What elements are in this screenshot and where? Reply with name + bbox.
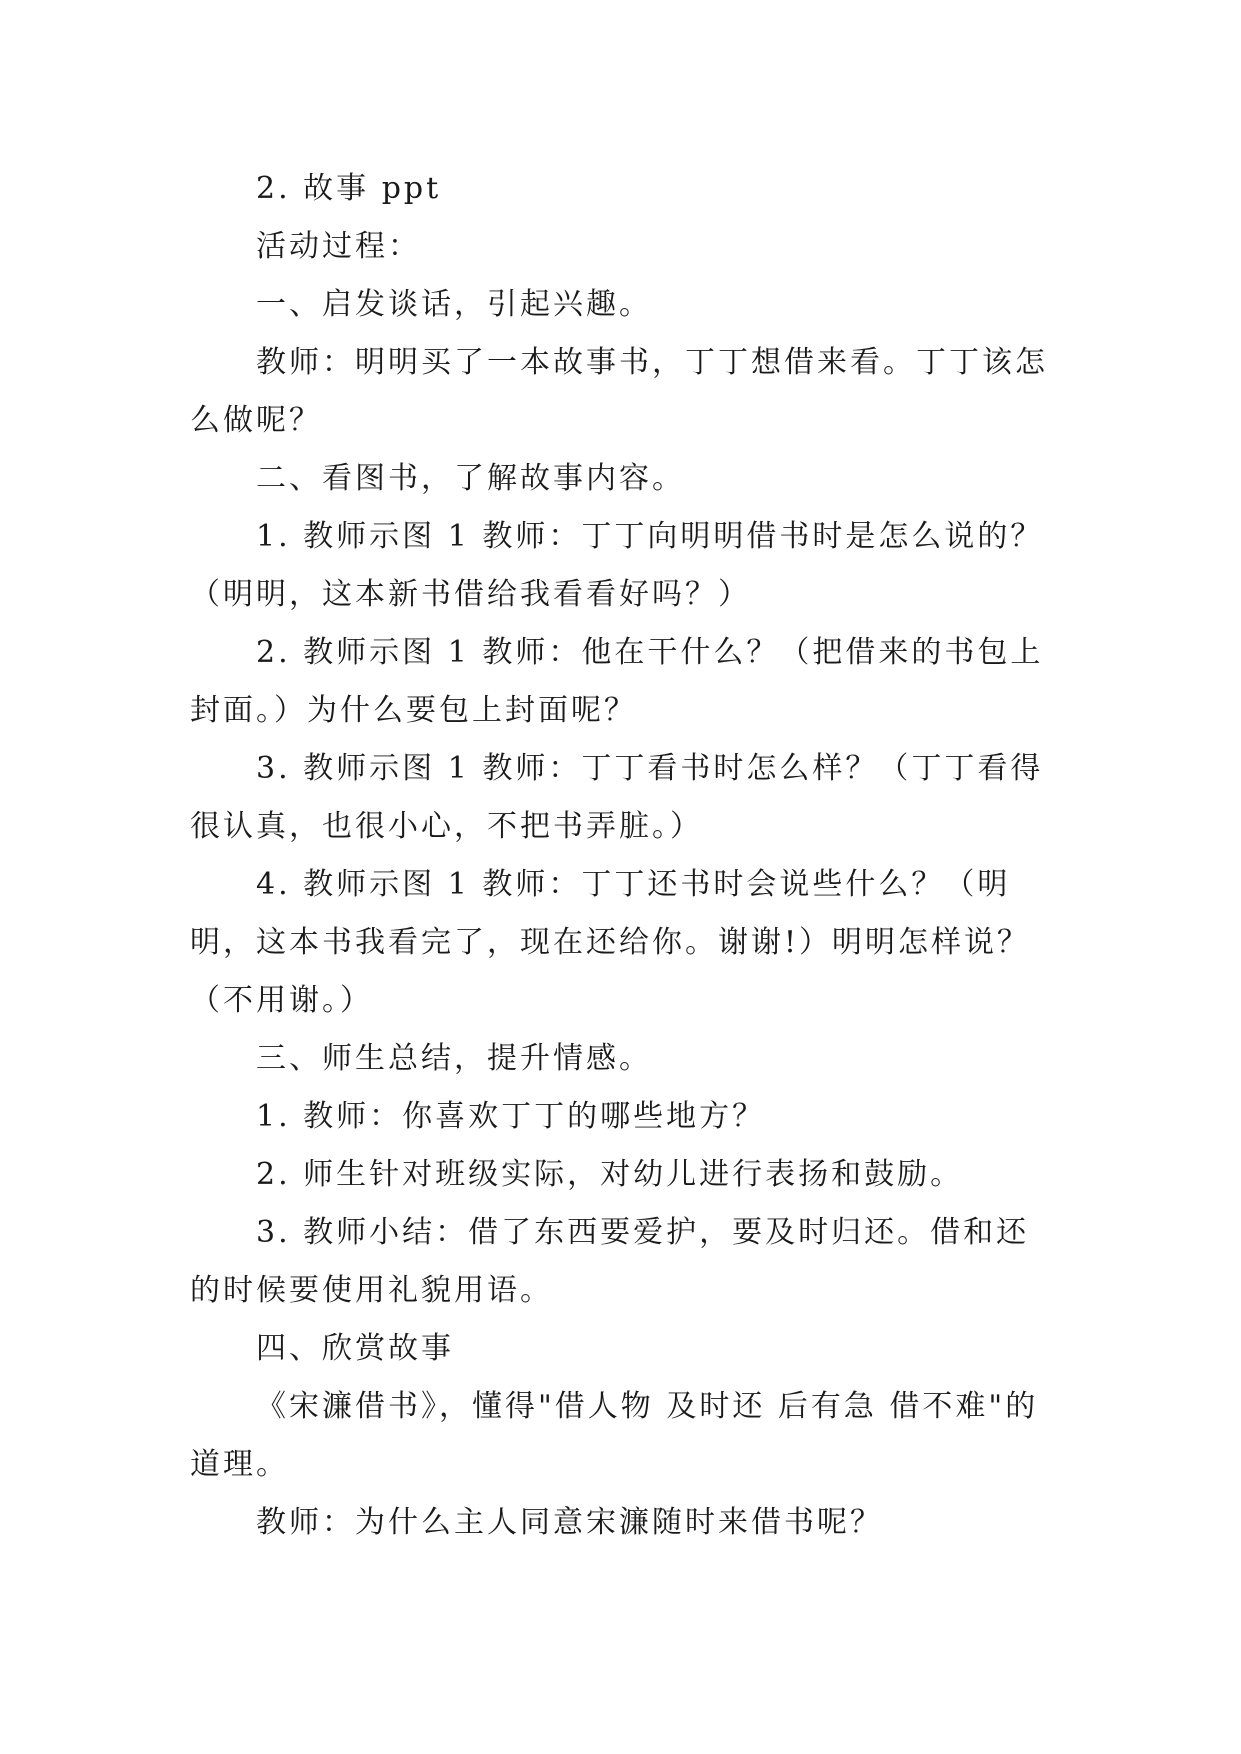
paragraph-summary-1: 1. 教师：你喜欢丁丁的哪些地方？ [256,1099,766,1134]
paragraph-step-2: 2. 教师示图 1 教师：他在干什么？（把借来的书包上封面。）为什么要包上封面呢？ [190,635,1044,728]
paragraph-summary-3: 3. 教师小结：借了东西要爱护，要及时归还。借和还的时候要使用礼貌用语。 [190,1215,1030,1308]
section-heading-3: 三、师生总结，提升情感。 [256,1041,652,1076]
section-heading-2: 二、看图书，了解故事内容。 [256,461,685,496]
paragraph-step-4: 4. 教师示图 1 教师：丁丁还书时会说些什么？（明明，这本书我看完了，现在还给你。谢谢!）明明怎样说？（不用谢。） [190,867,1031,1018]
paragraph-step-1: 1. 教师示图 1 教师：丁丁向明明借书时是怎么说的？（明明，这本新书借给我看看好吗？） [190,519,1044,612]
paragraph-summary-2: 2. 师生针对班级实际，对幼儿进行表扬和鼓励。 [256,1157,964,1192]
paragraph-teacher-intro: 教师：明明买了一本故事书，丁丁想借来看。丁丁该怎么做呢？ [190,345,1048,438]
paragraph-materials-item: 2. 故事 ppt [256,171,442,206]
paragraph-process-heading: 活动过程： [256,229,421,264]
paragraph-step-3: 3. 教师示图 1 教师：丁丁看书时怎么样？（丁丁看得很认真，也很小心，不把书弄脏。） [190,751,1044,844]
section-heading-1: 一、启发谈话，引起兴趣。 [256,287,652,322]
paragraph-story: 《宋濂借书》，懂得"借人物 及时还 后有急 借不难"的道理。 [190,1389,1039,1482]
document-body [190,160,1058,1552]
paragraph-question: 教师：为什么主人同意宋濂随时来借书呢？ [256,1505,883,1540]
section-heading-4: 四、欣赏故事 [256,1331,454,1366]
